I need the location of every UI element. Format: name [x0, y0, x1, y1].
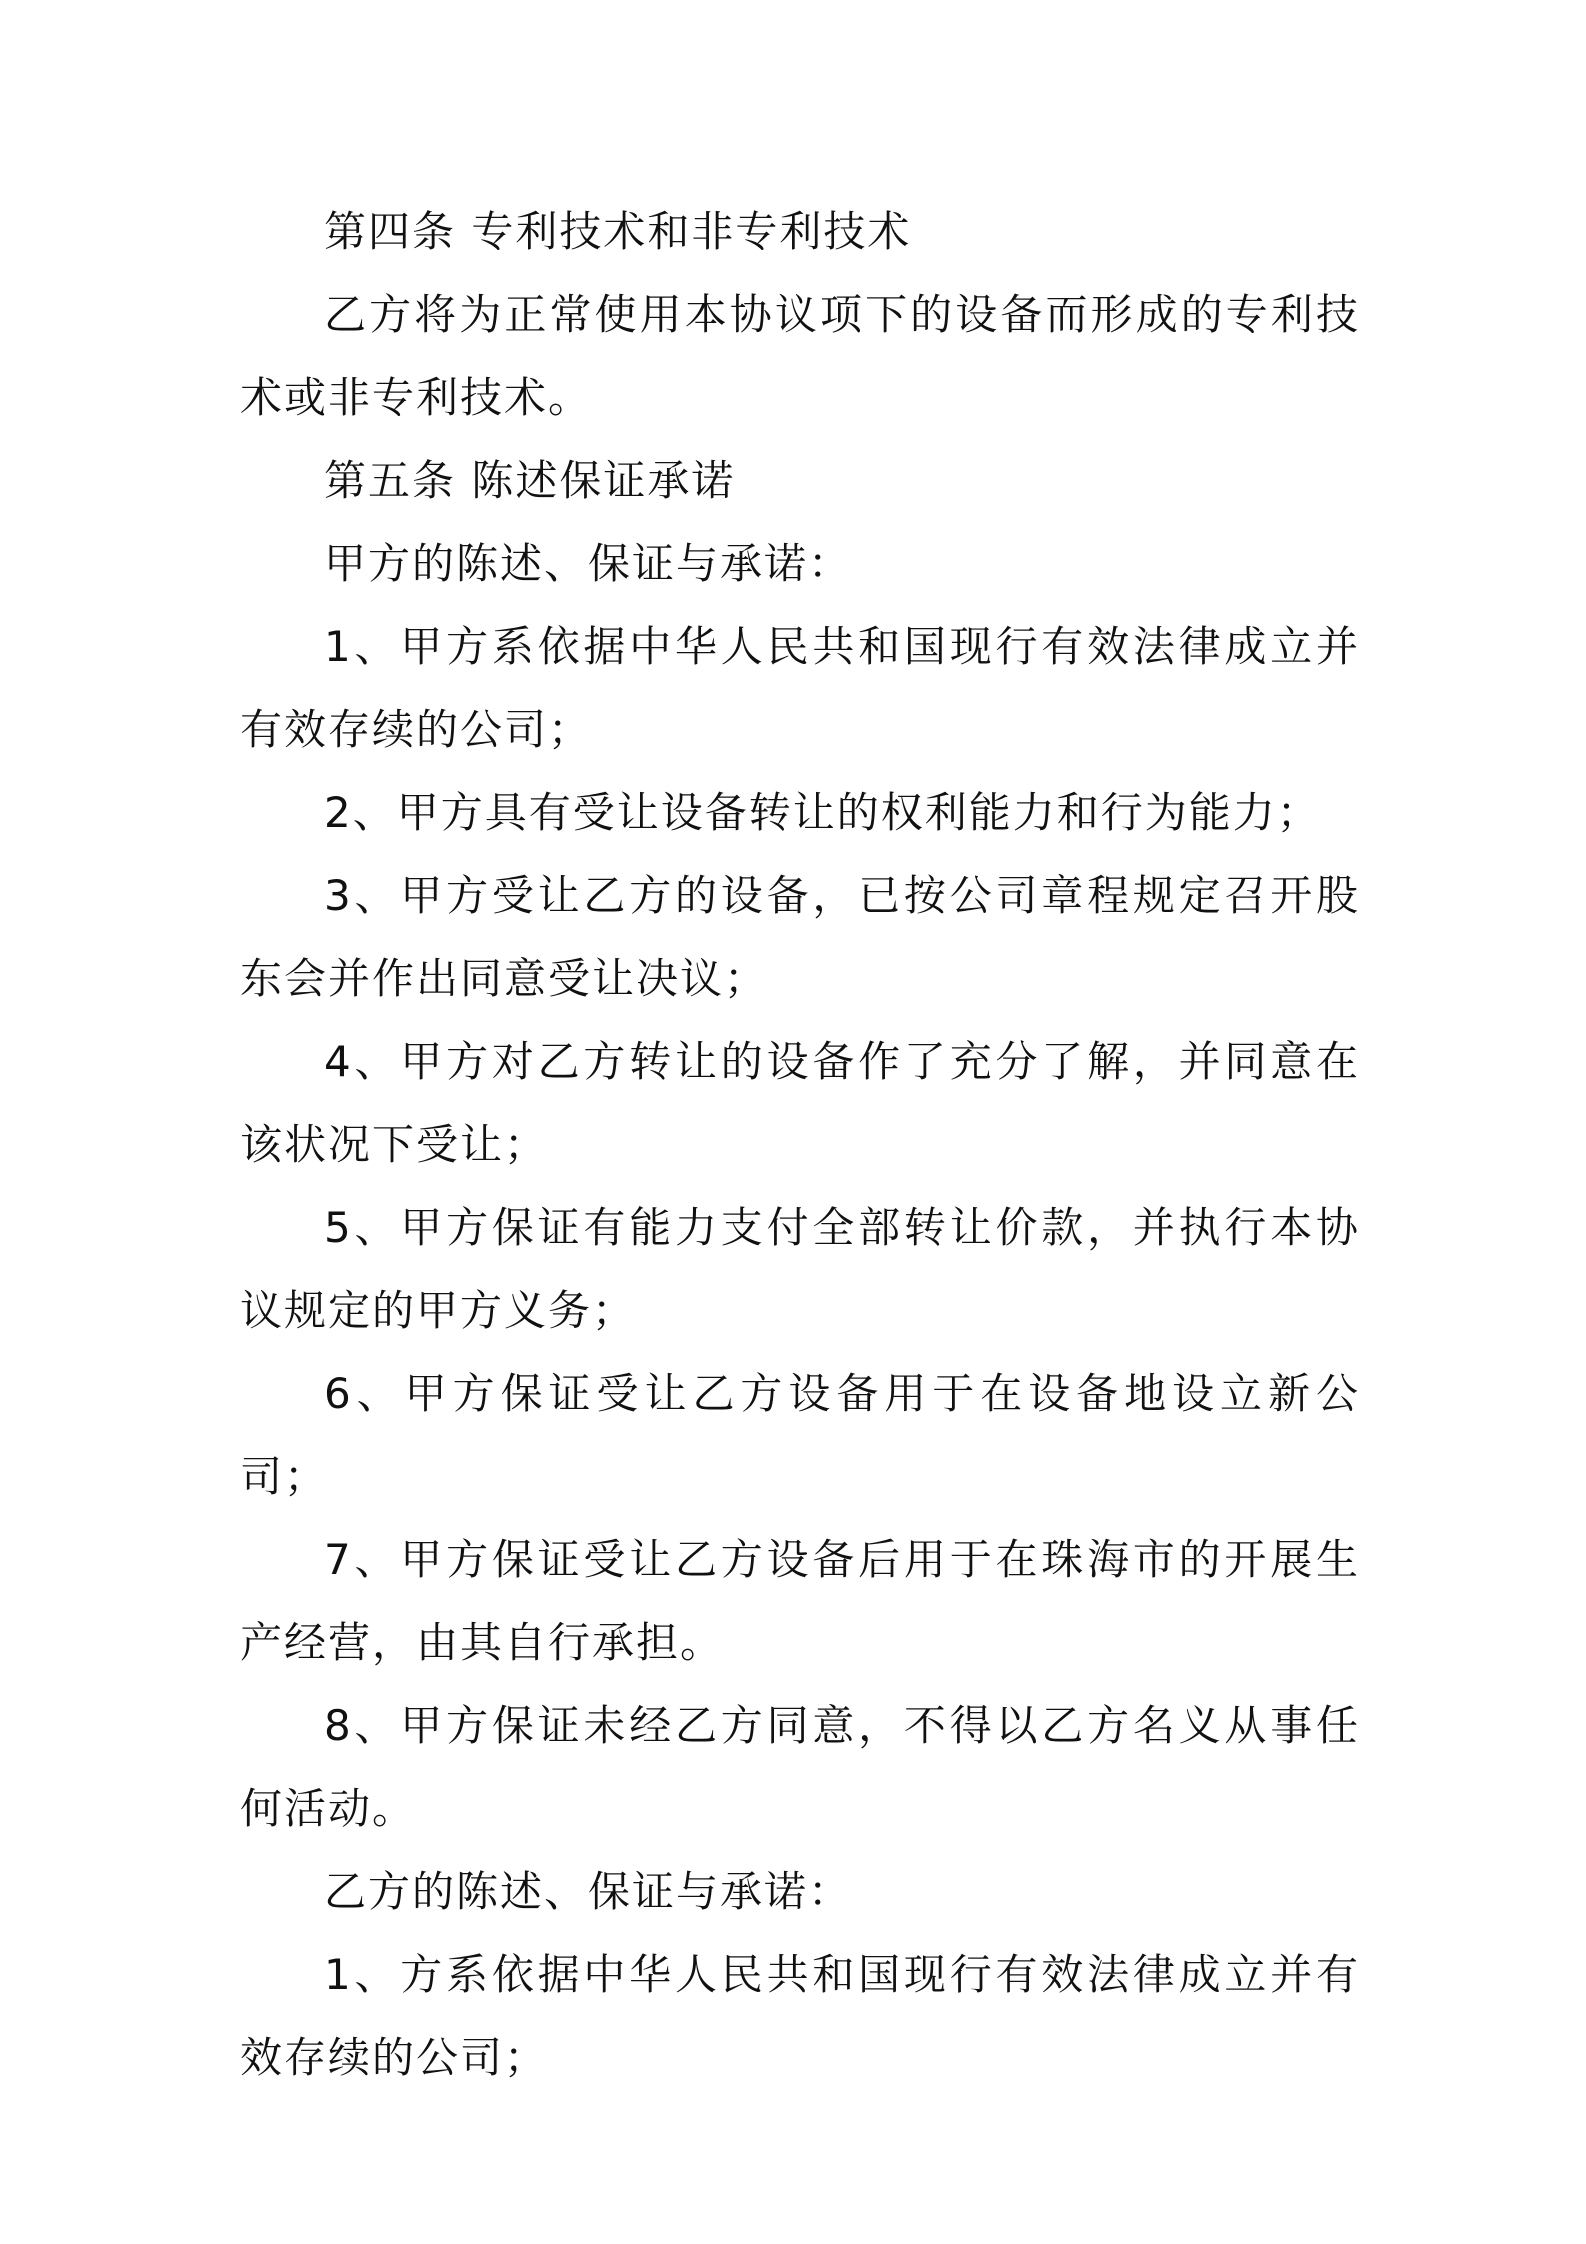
- document-body: [240, 190, 1360, 2099]
- party-a-item-2: 2、甲方具有受让设备转让的权利能力和行为能力；: [324, 788, 1321, 837]
- article-4-heading: 第四条 专利技术和非专利技术: [324, 207, 912, 256]
- party-a-item-7: 7、甲方保证受让乙方设备后用于在珠海市的开展生产经营，由其自行承担。: [240, 1535, 1360, 1667]
- party-a-item-5: 5、甲方保证有能力支付全部转让价款，并执行本协议规定的甲方义务；: [240, 1203, 1360, 1335]
- article-4-text: 乙方将为正常使用本协议项下的设备而形成的专利技术或非专利技术。: [240, 290, 1360, 422]
- party-b-item-1: 1、方系依据中华人民共和国现行有效法律成立并有效存续的公司；: [240, 1950, 1360, 2082]
- party-a-item-1: 1、甲方系依据中华人民共和国现行有效法律成立并有效存续的公司；: [240, 622, 1360, 754]
- party-a-item-4: 4、甲方对乙方转让的设备作了充分了解，并同意在该状况下受让；: [240, 1037, 1360, 1169]
- party-a-item-8: 8、甲方保证未经乙方同意，不得以乙方名义从事任何活动。: [240, 1701, 1360, 1833]
- party-a-item-6: 6、甲方保证受让乙方设备用于在设备地设立新公司；: [240, 1369, 1360, 1501]
- article-5-heading: 第五条 陈述保证承诺: [324, 456, 736, 505]
- party-a-statements-heading: 甲方的陈述、保证与承诺：: [324, 539, 853, 588]
- party-b-statements-heading: 乙方的陈述、保证与承诺：: [324, 1867, 853, 1916]
- party-a-item-3: 3、甲方受让乙方的设备，已按公司章程规定召开股东会并作出同意受让决议；: [240, 871, 1360, 1003]
